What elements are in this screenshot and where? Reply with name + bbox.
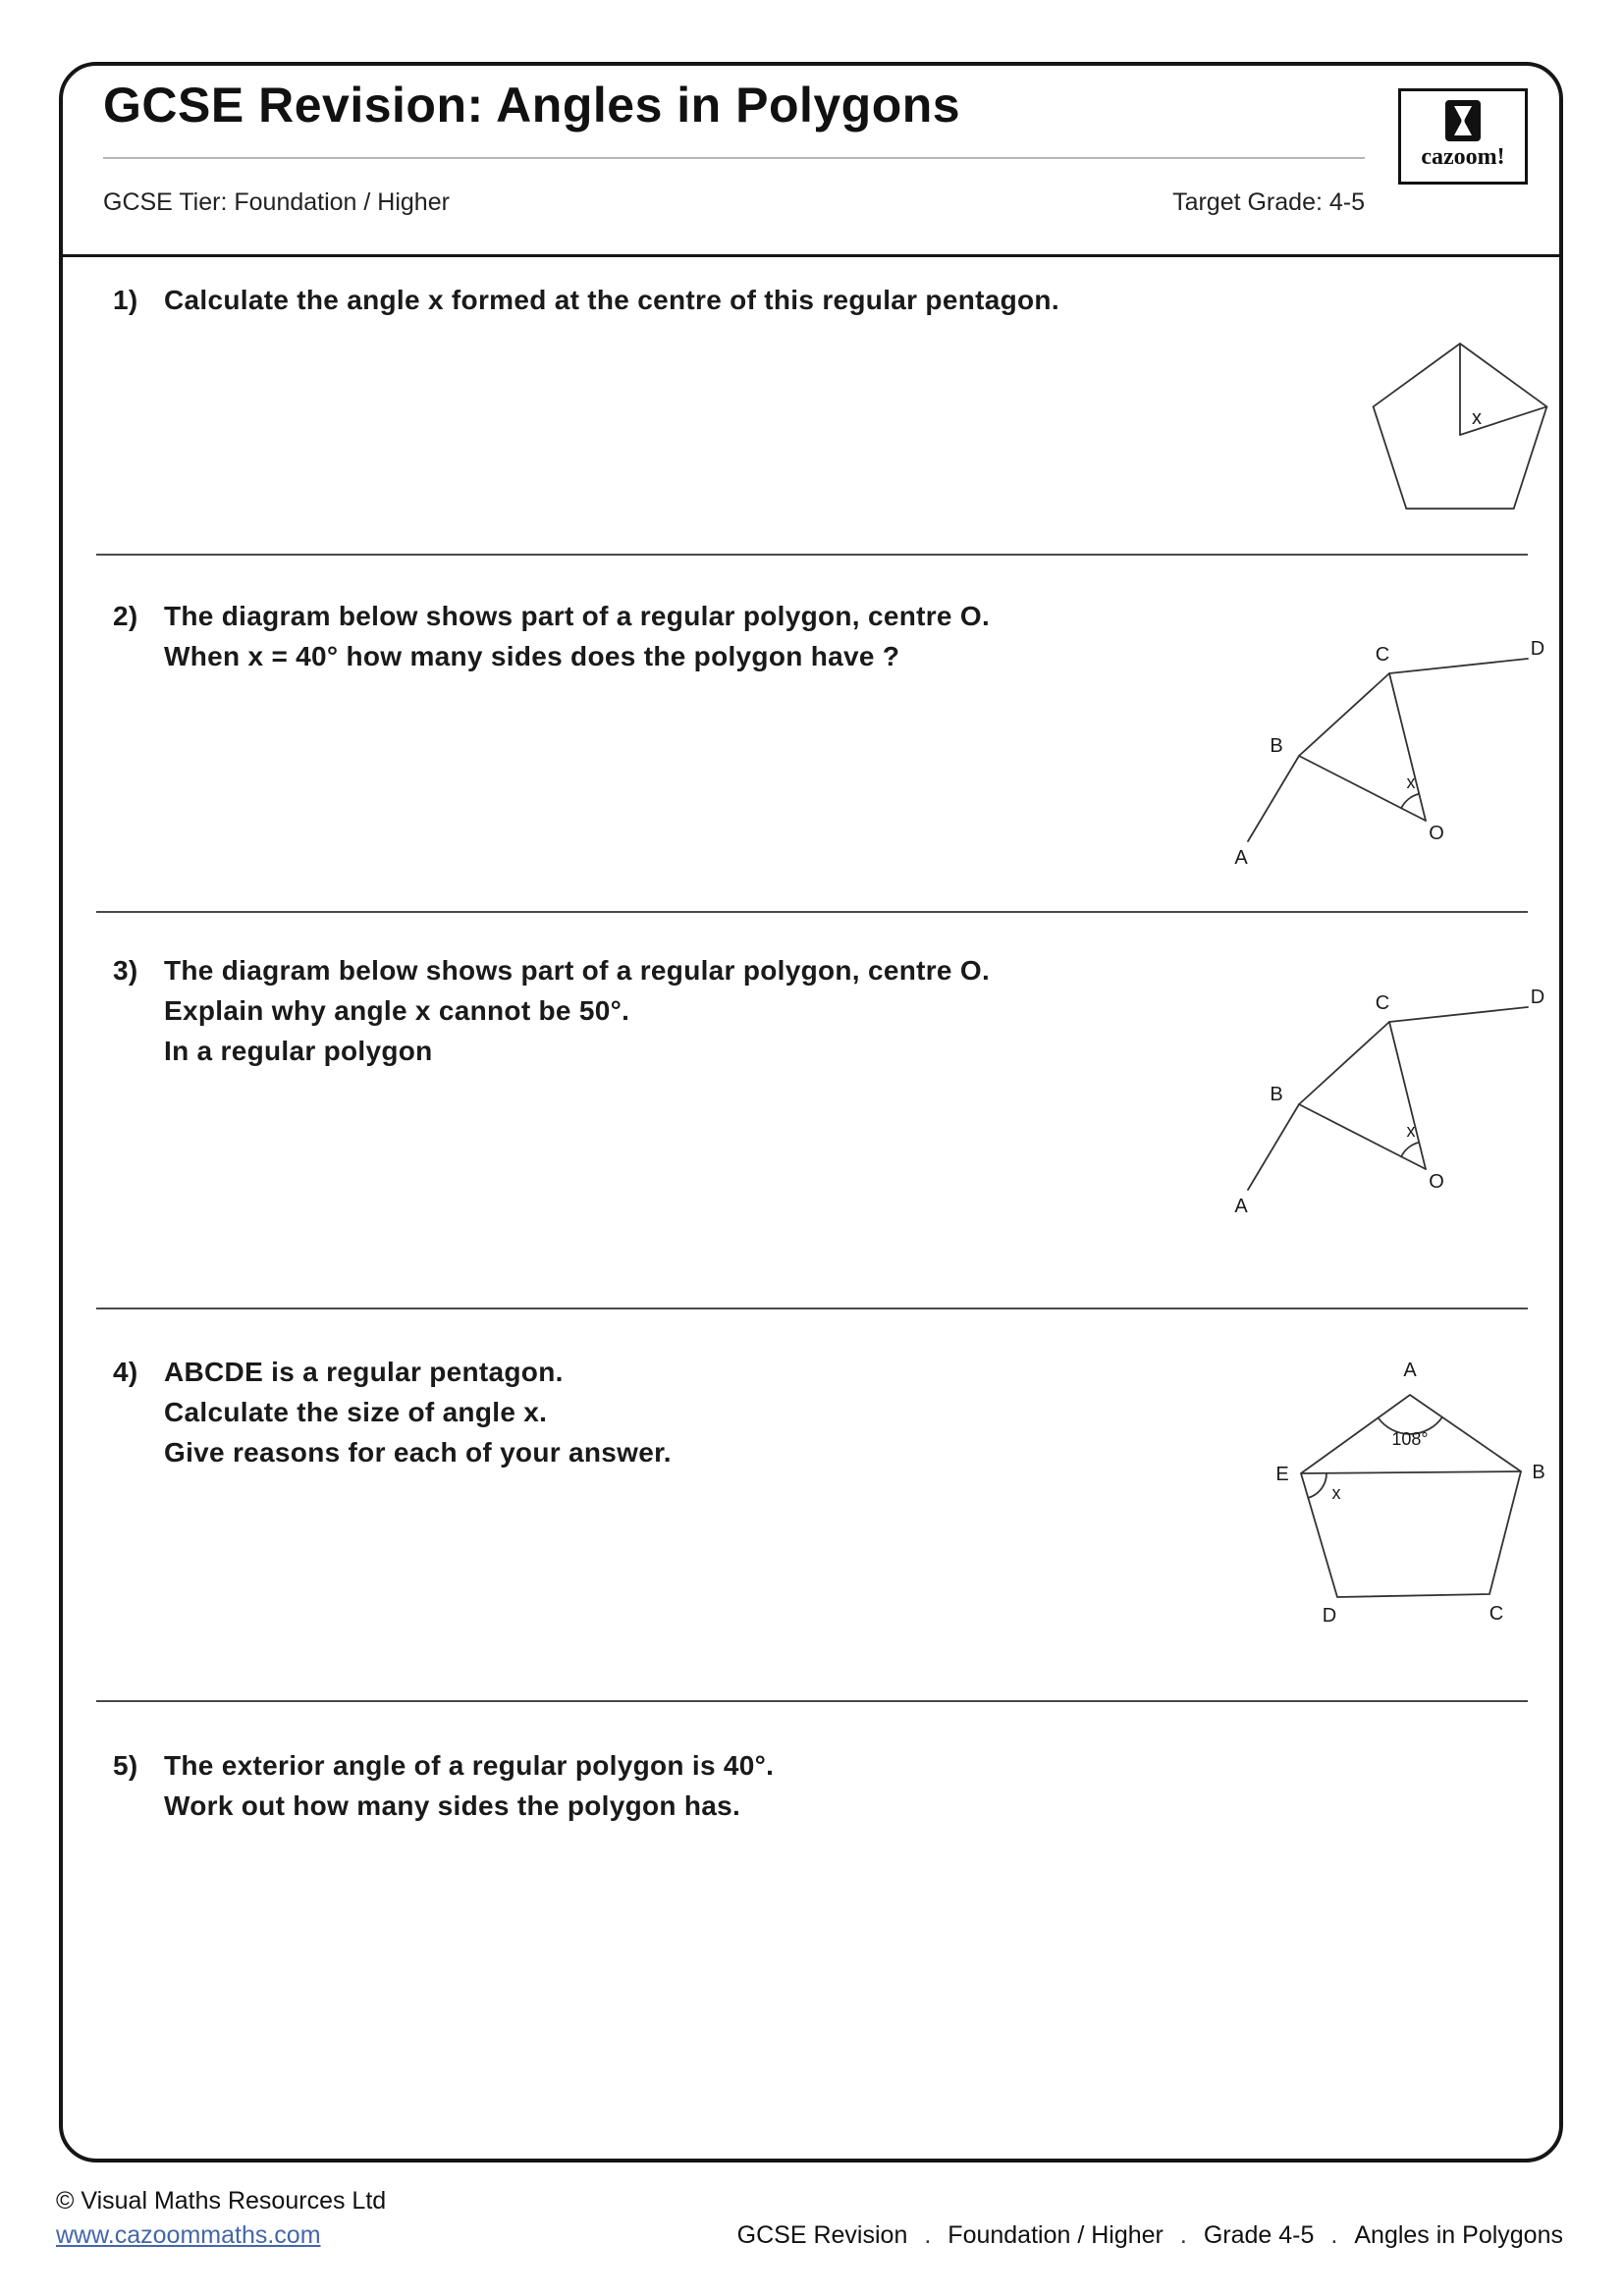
vertex-label-B: B	[1532, 1462, 1545, 1483]
question-5-line-2: Work out how many sides the polygon has.	[164, 1790, 741, 1821]
angle-x-label: x	[1406, 1121, 1416, 1141]
radius-OC	[1389, 1022, 1426, 1169]
q4-pentagon-diagram	[1257, 1353, 1581, 1642]
footer-separator-dot: .	[1179, 2221, 1187, 2249]
question-1-line-1	[113, 280, 1059, 320]
question-3-line-3: In a regular polygon	[164, 1036, 433, 1066]
question-5-number: 5)	[113, 1750, 138, 1781]
vertex-label-B: B	[1270, 735, 1283, 757]
question-4-line-2: Calculate the size of angle x.	[164, 1397, 548, 1427]
angle-arc-at-O	[1401, 794, 1419, 809]
title-underline	[103, 157, 1365, 159]
polygon-edges	[1248, 1007, 1528, 1190]
target-grade-label: Target Grade: 4-5	[1172, 188, 1365, 216]
question-2-number: 2)	[113, 601, 138, 631]
question-5	[113, 1745, 774, 1826]
q3-polygon-part-diagram	[1218, 977, 1581, 1227]
question-4	[113, 1352, 672, 1472]
question-4-number: 4)	[113, 1357, 138, 1387]
angle-arc-at-E	[1308, 1473, 1326, 1498]
question-3-line-1	[113, 950, 990, 990]
vertex-label-E: E	[1275, 1464, 1289, 1485]
question-3	[113, 950, 990, 1071]
footer-separator-dot: .	[1330, 2221, 1338, 2249]
footer-separator-dot: .	[924, 2221, 932, 2249]
footer-website-link[interactable]: www.cazoommaths.com	[56, 2221, 321, 2249]
question-1-text: Calculate the angle x formed at the centre of this regular pentagon.	[164, 285, 1059, 315]
question-1	[113, 280, 1059, 320]
angle-x-label: x	[1406, 773, 1416, 792]
q2-polygon-part-diagram	[1218, 628, 1581, 879]
q1-pentagon-diagram	[1350, 334, 1576, 535]
centre-label-O: O	[1429, 1171, 1444, 1193]
vertex-label-B: B	[1270, 1084, 1283, 1105]
vertex-label-D: D	[1530, 987, 1545, 1008]
question-4-text: ABCDE is a regular pentagon.	[164, 1357, 564, 1387]
question-2-line-1	[113, 596, 990, 636]
tier-label: GCSE Tier: Foundation / Higher	[103, 188, 450, 216]
angle-x-label: x	[1331, 1483, 1341, 1503]
question-separator-1	[96, 554, 1528, 556]
vertex-label-C: C	[1489, 1603, 1504, 1625]
footer-item-grade: Grade 4-5	[1203, 2221, 1315, 2249]
question-5-line-1	[113, 1745, 774, 1786]
centre-label-O: O	[1429, 823, 1444, 844]
question-3-number: 3)	[113, 955, 138, 986]
question-4-line-3: Give reasons for each of your answer.	[164, 1437, 672, 1468]
question-3-line-2: Explain why angle x cannot be 50°.	[164, 995, 630, 1026]
question-5-text: The exterior angle of a regular polygon is 40°.	[164, 1750, 775, 1781]
question-2-text: The diagram below shows part of a regular polygon, centre O.	[164, 601, 991, 631]
vertex-label-A: A	[1234, 847, 1248, 869]
vertex-label-D: D	[1322, 1605, 1337, 1627]
question-2-line-2: When x = 40° how many sides does the polygon have ?	[164, 641, 900, 671]
cazoom-logo-icon	[1444, 99, 1482, 142]
vertex-label-C: C	[1375, 992, 1390, 1014]
footer-item-topic: Angles in Polygons	[1354, 2221, 1563, 2249]
vertex-label-C: C	[1375, 644, 1390, 666]
vertex-label-D: D	[1530, 638, 1545, 660]
question-separator-2	[96, 911, 1528, 913]
vertex-label-A: A	[1403, 1360, 1417, 1381]
footer-item-tier: Foundation / Higher	[947, 2221, 1164, 2249]
question-3-text: The diagram below shows part of a regular polygon, centre O.	[164, 955, 991, 986]
vertex-label-A: A	[1234, 1196, 1248, 1217]
cazoom-logo-text: cazoom!	[1421, 144, 1505, 170]
question-1-number: 1)	[113, 285, 138, 315]
footer-item-revision: GCSE Revision	[736, 2221, 908, 2249]
centre-angle-label: x	[1472, 407, 1482, 429]
footer-copyright: © Visual Maths Resources Ltd	[56, 2187, 387, 2215]
cazoom-logo	[1398, 88, 1528, 185]
question-2	[113, 596, 990, 676]
question-4-line-1	[113, 1352, 672, 1392]
header-divider	[63, 254, 1559, 257]
page-title: GCSE Revision: Angles in Polygons	[103, 78, 961, 133]
radius-OC	[1389, 673, 1426, 821]
question-separator-4	[96, 1700, 1528, 1702]
angle-arc-at-O	[1401, 1143, 1419, 1157]
apex-angle-label: 108°	[1391, 1429, 1429, 1449]
diagonal-EB	[1301, 1471, 1521, 1473]
question-separator-3	[96, 1308, 1528, 1309]
footer-breadcrumb	[737, 2221, 1563, 2250]
polygon-edges	[1248, 659, 1528, 841]
